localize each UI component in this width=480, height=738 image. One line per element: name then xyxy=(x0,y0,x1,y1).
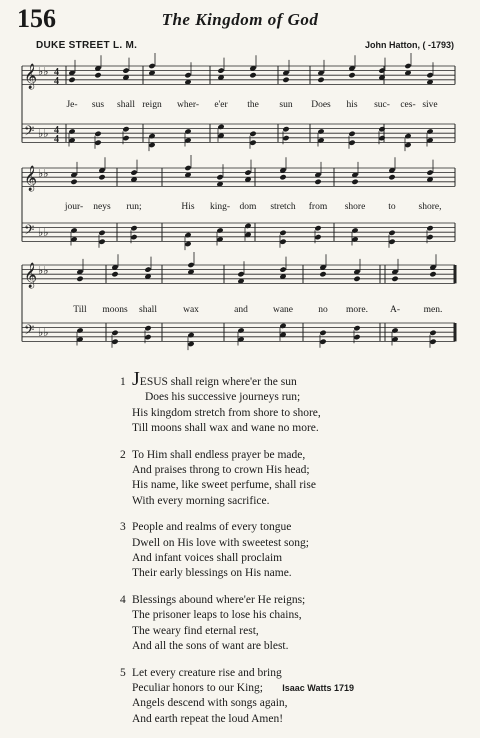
bass-note xyxy=(282,135,289,141)
tune-name: DUKE STREET L. M. xyxy=(36,40,138,51)
lyric-syllable: from xyxy=(308,202,328,212)
verse-number: 2 xyxy=(120,448,126,461)
soprano-note xyxy=(279,266,286,272)
alto-note xyxy=(249,72,256,78)
hymn-title: The Kingdom of God xyxy=(161,10,319,29)
verse-line: His kingdom stretch from shore to shore, xyxy=(132,406,321,419)
verse-line: Dwell on His love with sweetest song; xyxy=(132,536,309,549)
tenor-note xyxy=(130,225,137,231)
soprano-note xyxy=(184,165,191,171)
lyric-syllable: Je- xyxy=(66,100,78,110)
alto-note xyxy=(279,174,286,180)
lyric-syllable: suc- xyxy=(374,100,390,110)
lyric-syllable: men. xyxy=(423,305,443,315)
verse-number: 1 xyxy=(120,376,126,388)
tenor-note xyxy=(353,325,360,331)
verse-1 xyxy=(120,368,321,437)
lyric-syllable: to xyxy=(388,202,396,212)
lyric-syllable: His xyxy=(181,202,195,212)
bass-note xyxy=(388,238,395,244)
alto-note xyxy=(391,276,398,282)
tenor-note xyxy=(111,330,118,336)
alto-note xyxy=(111,271,118,277)
lyric-syllable: more. xyxy=(346,305,368,315)
hymn-number: 156 xyxy=(17,4,56,33)
tenor-note xyxy=(314,225,321,231)
music-system xyxy=(22,155,455,250)
bass-note xyxy=(353,334,360,340)
lyric-syllable: sive xyxy=(422,100,438,110)
time-signature: 4 xyxy=(54,134,59,145)
alto-note xyxy=(317,77,324,83)
bass-note xyxy=(94,139,101,145)
bass-note xyxy=(249,139,256,145)
lyric-syllable: Till xyxy=(73,305,87,315)
bass-clef: 𝄢 xyxy=(24,322,35,341)
soprano-note xyxy=(426,169,433,175)
alto-note xyxy=(94,72,101,78)
alto-note xyxy=(70,179,77,185)
tenor-note xyxy=(148,133,155,139)
lyric-syllable: run; xyxy=(126,202,142,212)
lyric-syllable: stretch xyxy=(270,202,296,212)
bass-clef: 𝄢 xyxy=(24,222,35,241)
music-score xyxy=(0,0,480,360)
lyric-syllable: reign xyxy=(142,100,162,110)
lyric-syllable: his xyxy=(346,100,358,110)
lyric-syllable: shore xyxy=(344,202,366,212)
key-signature-flat: ♭♭ xyxy=(38,167,49,180)
tenor-note xyxy=(378,126,385,132)
soprano-note xyxy=(130,169,137,175)
lyric-syllable: the xyxy=(247,100,259,110)
tenor-note xyxy=(279,230,286,236)
key-signature-flat: ♭♭ xyxy=(38,326,49,339)
verse-line: Let every creature rise and bring xyxy=(132,666,282,679)
drop-cap: J xyxy=(132,368,140,390)
lyric-syllable: king- xyxy=(209,202,231,212)
tenor-note xyxy=(317,128,324,134)
music-system xyxy=(22,252,455,350)
key-signature-flat: ♭♭ xyxy=(38,127,49,140)
verse-4 xyxy=(120,593,321,655)
tenor-note xyxy=(68,128,75,134)
verse-line: Angels descend with songs again, xyxy=(132,697,288,710)
composer-credit: John Hatton, ( -1793) xyxy=(364,40,454,50)
alto-note xyxy=(388,174,395,180)
key-signature-flat: ♭♭ xyxy=(38,226,49,239)
verse-line: His name, like sweet perfume, shall rise xyxy=(132,479,316,492)
verse-line: Peculiar honors to our King; xyxy=(132,681,263,694)
verse-2 xyxy=(120,448,321,510)
soprano-note xyxy=(187,262,194,268)
soprano-note xyxy=(144,266,151,272)
verse-5 xyxy=(120,666,321,728)
bass-note xyxy=(426,234,433,240)
music-system xyxy=(22,53,455,151)
lyric-syllable: wax xyxy=(183,305,199,315)
soprano-note xyxy=(378,67,385,73)
lyric-syllable: no xyxy=(318,305,328,315)
verse-line: And infant voices shall proclaim xyxy=(132,552,283,565)
soprano-note xyxy=(237,271,244,277)
verse-line: Till moons shall wax and wane no more. xyxy=(132,422,319,435)
bass-clef: 𝄢 xyxy=(24,123,35,142)
tenor-note xyxy=(388,230,395,236)
treble-clef: 𝄞 xyxy=(24,64,38,89)
time-signature: 4 xyxy=(54,76,59,87)
tenor-note xyxy=(94,131,101,137)
tenor-note xyxy=(351,227,358,233)
lyric-syllable: Does xyxy=(311,100,331,110)
alto-note xyxy=(348,72,355,78)
bass-note xyxy=(130,234,137,240)
verse-line: And earth repeat the loud Amen! xyxy=(132,712,284,725)
lyric-syllable: sun xyxy=(279,100,293,110)
bass-note xyxy=(279,238,286,244)
tenor-note xyxy=(76,327,83,333)
tenor-note xyxy=(279,323,286,329)
tenor-note xyxy=(70,227,77,233)
alto-note xyxy=(282,77,289,83)
bass-note xyxy=(319,338,326,344)
verse-line: ESUS shall reign where'er the sun xyxy=(139,376,297,388)
lyric-syllable: e'er xyxy=(214,100,228,110)
bass-note xyxy=(98,238,105,244)
lyric-syllable: shall xyxy=(117,100,135,110)
tenor-note xyxy=(244,223,251,229)
verse-line: Does his successive journeys run; xyxy=(145,391,301,404)
tenor-note xyxy=(216,227,223,233)
tenor-note xyxy=(187,332,194,338)
bass-note xyxy=(122,135,129,141)
tenor-note xyxy=(217,124,224,130)
tenor-note xyxy=(426,128,433,134)
lyric-syllable: sus xyxy=(91,100,105,110)
verse-line: People and realms of every tongue xyxy=(132,521,292,534)
treble-clef: 𝄞 xyxy=(24,166,38,191)
soprano-note xyxy=(122,67,129,73)
verse-line: Blessings abound where'er He reigns; xyxy=(132,593,306,606)
time-signature: 4 xyxy=(54,67,59,78)
tenor-note xyxy=(429,330,436,336)
soprano-note xyxy=(404,63,411,69)
tenor-note xyxy=(98,230,105,236)
verse-line: And praises throng to crown His head; xyxy=(132,464,310,477)
lyric-syllable: wher- xyxy=(177,100,199,110)
verse-number: 3 xyxy=(120,521,126,534)
verse-line: To Him shall endless prayer be made, xyxy=(132,448,306,461)
lyric-syllable: ces- xyxy=(400,100,416,110)
bass-note xyxy=(429,338,436,344)
treble-clef: 𝄞 xyxy=(24,263,38,288)
alto-note xyxy=(76,276,83,282)
bass-note xyxy=(314,234,321,240)
time-signature: 4 xyxy=(54,125,59,136)
lyric-syllable: shall xyxy=(139,305,157,315)
tenor-note xyxy=(184,232,191,238)
tenor-note xyxy=(237,327,244,333)
key-signature-flat: ♭♭ xyxy=(38,65,49,78)
tenor-note xyxy=(391,327,398,333)
bass-note xyxy=(111,338,118,344)
verse-line: Their early blessings on His name. xyxy=(132,567,292,580)
soprano-note xyxy=(426,72,433,78)
lyric-syllable: jour- xyxy=(64,202,84,212)
tenor-note xyxy=(426,225,433,231)
author-credit: Isaac Watts 1719 xyxy=(282,683,354,693)
verse-number: 5 xyxy=(120,666,126,679)
verse-line: The prisoner leaps to lose his chains, xyxy=(132,609,302,622)
alto-note xyxy=(68,77,75,83)
tenor-note xyxy=(282,126,289,132)
tenor-note xyxy=(348,131,355,137)
lyric-syllable: dom xyxy=(239,202,257,212)
lyric-syllable: wane xyxy=(272,305,294,315)
lyric-syllable: and xyxy=(234,305,248,315)
verse-line: And all the sons of want are blest. xyxy=(132,640,289,653)
lyric-syllable: moons xyxy=(102,305,128,315)
soprano-note xyxy=(217,67,224,73)
lyric-syllable: shore, xyxy=(418,202,442,212)
soprano-note xyxy=(148,63,155,69)
lyric-syllable: A- xyxy=(389,305,401,315)
bass-note xyxy=(144,334,151,340)
verse-number: 4 xyxy=(120,593,126,606)
alto-note xyxy=(319,271,326,277)
key-signature-flat: ♭♭ xyxy=(38,264,49,277)
alto-note xyxy=(314,179,321,185)
lyric-syllable: neys xyxy=(93,202,111,212)
tenor-note xyxy=(184,128,191,134)
tenor-note xyxy=(319,330,326,336)
alto-note xyxy=(98,174,105,180)
bass-note xyxy=(348,139,355,145)
tenor-note xyxy=(404,133,411,139)
soprano-note xyxy=(244,169,251,175)
bass-note xyxy=(378,135,385,141)
verse-line: With every morning sacrifice. xyxy=(132,494,270,507)
tenor-note xyxy=(144,325,151,331)
tenor-note xyxy=(122,126,129,132)
verse-line: The weary find eternal rest, xyxy=(132,624,259,637)
soprano-note xyxy=(184,72,191,78)
alto-note xyxy=(353,276,360,282)
alto-note xyxy=(351,179,358,185)
tenor-note xyxy=(249,131,256,137)
verse-3 xyxy=(120,520,321,582)
alto-note xyxy=(429,271,436,277)
soprano-note xyxy=(216,174,223,180)
